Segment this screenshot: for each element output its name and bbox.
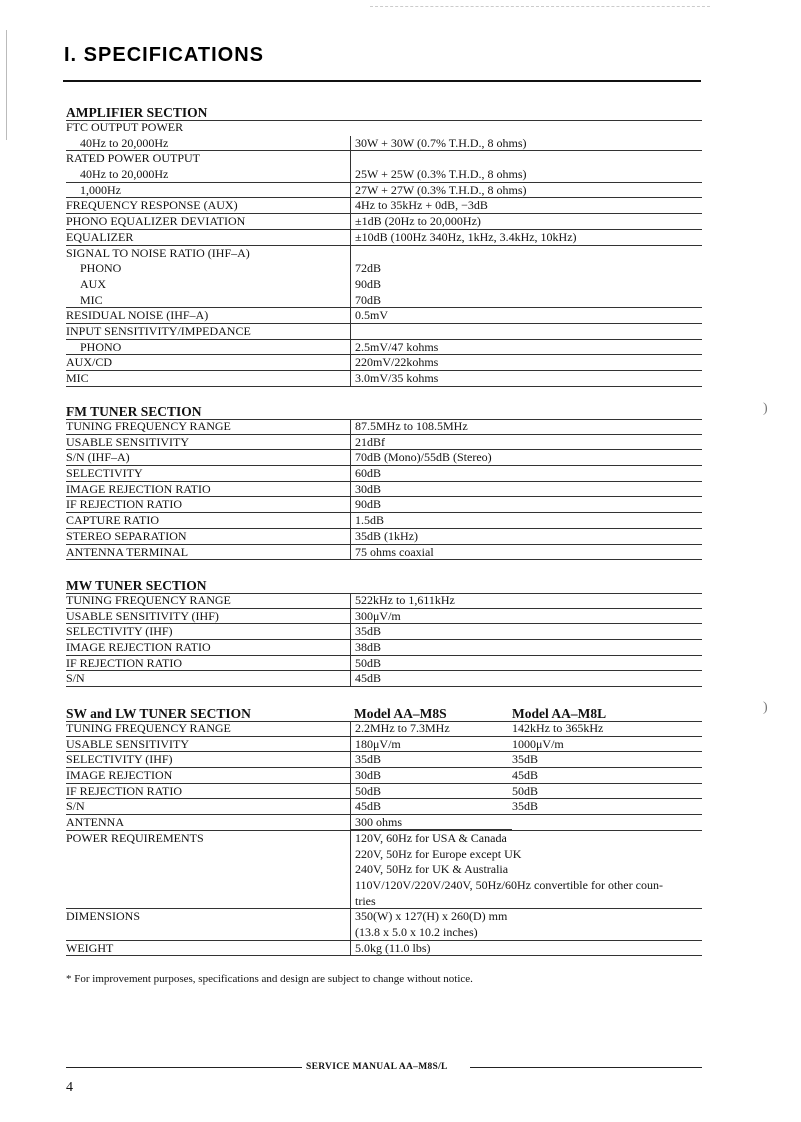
spec-label: POWER REQUIREMENTS: [66, 830, 204, 845]
spec-label: FREQUENCY RESPONSE (AUX): [66, 198, 238, 213]
spec-value: 30W + 30W (0.7% T.H.D., 8 ohms): [350, 136, 527, 151]
spec-row: [66, 261, 702, 277]
spec-value: tries: [350, 894, 376, 909]
spec-label: RESIDUAL NOISE (IHF–A): [66, 308, 209, 323]
spec-value: [350, 324, 355, 339]
spec-row: [66, 324, 702, 340]
spec-value: 60dB: [350, 466, 381, 481]
spec-value: 0.5mV: [350, 308, 388, 323]
spec-row: [66, 497, 702, 513]
spec-value: 45dB: [350, 671, 381, 686]
spec-row: [66, 894, 702, 910]
spec-value-m8s: 2.2MHz to 7.3MHz: [350, 721, 450, 736]
spec-row: [66, 784, 702, 800]
spec-row: [66, 513, 702, 529]
spec-label: MIC: [80, 292, 103, 307]
spec-row: [66, 246, 702, 262]
spec-row: [66, 355, 702, 371]
spec-row: [66, 293, 702, 309]
spec-row: [66, 815, 702, 831]
column-header-m8s: Model AA–M8S: [354, 706, 447, 721]
spec-row: [66, 941, 702, 957]
spec-value: 110V/120V/220V/240V, 50Hz/60Hz convertible for other coun-: [350, 878, 663, 894]
spec-label: MIC: [66, 371, 89, 385]
spec-row: [66, 151, 702, 167]
mw-tuner-section: [66, 576, 702, 687]
spec-row: [66, 593, 702, 609]
spec-value-m8l: 35dB: [512, 752, 539, 767]
spec-label: IF REJECTION RATIO: [66, 655, 182, 670]
spec-value: 50dB: [350, 656, 381, 671]
spec-row: [66, 277, 702, 293]
spec-label: TUNING FREQUENCY RANGE: [66, 419, 231, 433]
spec-label: PHONO EQUALIZER DEVIATION: [66, 214, 246, 229]
amplifier-section: [66, 103, 702, 387]
spec-label: AUX: [80, 276, 106, 291]
spec-value-m8s: 30dB: [350, 768, 381, 783]
spec-row: [66, 737, 702, 753]
spec-value-m8s: 180μV/m: [350, 737, 401, 752]
section-title: MW TUNER SECTION: [66, 578, 207, 593]
spec-label: WEIGHT: [66, 940, 114, 955]
spec-label: SELECTIVITY (IHF): [66, 752, 173, 767]
spec-label: 1,000Hz: [80, 182, 121, 197]
spec-label: CAPTURE RATIO: [66, 513, 160, 528]
spec-value: 38dB: [350, 640, 381, 655]
spec-value-m8l: 142kHz to 365kHz: [512, 721, 604, 735]
spec-value: 90dB: [350, 277, 381, 293]
page-number: 4: [66, 1080, 73, 1095]
scan-edge-dots: [370, 6, 710, 7]
spec-row: [66, 136, 702, 152]
spec-value: 27W + 27W (0.3% T.H.D., 8 ohms): [350, 183, 527, 198]
spec-label: 40Hz to 20,000Hz: [80, 167, 169, 182]
spec-label: FTC OUTPUT POWER: [66, 120, 184, 134]
spec-value: 87.5MHz to 108.5MHz: [350, 419, 468, 434]
spec-label: USABLE SENSITIVITY: [66, 434, 189, 449]
spec-label: ANTENNA: [66, 815, 124, 830]
spec-row: [66, 308, 702, 324]
spec-value-m8s: 35dB: [350, 752, 381, 767]
section-title: FM TUNER SECTION: [66, 404, 202, 419]
spec-row: [66, 640, 702, 656]
spec-label: EQUALIZER: [66, 229, 134, 244]
spec-row: [66, 466, 702, 482]
spec-value: [350, 246, 355, 262]
spec-value: 120V, 60Hz for USA & Canada: [350, 831, 507, 847]
spec-value: 25W + 25W (0.3% T.H.D., 8 ohms): [350, 167, 527, 182]
spec-label: IMAGE REJECTION: [66, 768, 173, 783]
spec-value: 72dB: [350, 261, 381, 277]
spec-value-m8l: 35dB: [512, 799, 539, 814]
margin-mark: ): [763, 401, 768, 416]
spec-value: 220V, 50Hz for Europe except UK: [350, 847, 521, 863]
spec-row: [66, 752, 702, 768]
spec-value: 240V, 50Hz for UK & Australia: [350, 862, 508, 878]
spec-value: (13.8 x 5.0 x 10.2 inches): [350, 925, 478, 940]
spec-label: PHONO: [80, 339, 122, 354]
section-header: [66, 103, 702, 120]
spec-value-m8l: 45dB: [512, 768, 539, 783]
spec-row: [66, 656, 702, 672]
spec-row: [66, 529, 702, 545]
spec-value: 350(W) x 127(H) x 260(D) mm: [350, 909, 507, 925]
spec-value-m8s: 50dB: [350, 784, 381, 799]
margin-mark: ): [763, 700, 768, 715]
spec-label: S/N (IHF–A): [66, 450, 130, 465]
fm-tuner-section: [66, 402, 702, 560]
spec-row: [66, 909, 702, 925]
spec-label: TUNING FREQUENCY RANGE: [66, 721, 231, 735]
spec-label: USABLE SENSITIVITY: [66, 736, 189, 751]
spec-row: [66, 371, 702, 387]
spec-row: [66, 721, 702, 737]
margin-binding-line: [6, 30, 7, 140]
spec-row: [66, 925, 702, 941]
footer-rule-right: [470, 1067, 702, 1068]
spec-row: [66, 609, 702, 625]
spec-value: 5.0kg (11.0 lbs): [350, 941, 431, 956]
spec-label: PHONO: [80, 261, 122, 276]
section-header: [66, 576, 702, 593]
spec-row: [66, 847, 702, 863]
spec-row: [66, 831, 702, 847]
spec-label: SIGNAL TO NOISE RATIO (IHF–A): [66, 245, 250, 260]
spec-row: [66, 799, 702, 815]
spec-row: [66, 545, 702, 561]
spec-row: [66, 768, 702, 784]
spec-value: 35dB: [350, 624, 381, 639]
spec-label: 40Hz to 20,000Hz: [80, 135, 169, 150]
footer-rule-left: [66, 1067, 302, 1068]
spec-value: 70dB (Mono)/55dB (Stereo): [350, 450, 492, 465]
spec-value: 2.5mV/47 kohms: [350, 340, 438, 355]
spec-label: TUNING FREQUENCY RANGE: [66, 593, 231, 607]
footer-manual-title: SERVICE MANUAL AA–M8S/L: [306, 1062, 448, 1072]
column-header-m8l: Model AA–M8L: [512, 706, 607, 721]
spec-label: ANTENNA TERMINAL: [66, 544, 189, 559]
spec-label: S/N: [66, 799, 85, 814]
spec-label: STEREO SEPARATION: [66, 528, 187, 543]
spec-value: 35dB (1kHz): [350, 529, 418, 544]
spec-label: AUX/CD: [66, 355, 113, 370]
page-title: I. SPECIFICATIONS: [64, 44, 264, 66]
spec-value-m8l: 1000μV/m: [512, 736, 564, 751]
spec-value: [350, 151, 355, 167]
spec-row: [66, 419, 702, 435]
spec-row: [66, 340, 702, 356]
spec-label: IMAGE REJECTION RATIO: [66, 640, 211, 655]
spec-row: [66, 671, 702, 687]
spec-label: SELECTIVITY: [66, 466, 143, 481]
spec-row: [66, 878, 702, 894]
spec-value-m8l: 50dB: [512, 783, 539, 798]
spec-row: [66, 862, 702, 878]
spec-value: 75 ohms coaxial: [350, 545, 434, 560]
section-title: AMPLIFIER SECTION: [66, 105, 208, 120]
section-header: [66, 704, 702, 721]
spec-value: 30dB: [350, 482, 381, 497]
spec-row: [66, 183, 702, 199]
spec-value: 21dBf: [350, 435, 385, 450]
spec-row: [66, 435, 702, 451]
title-rule: [63, 80, 701, 82]
spec-value-m8s: 45dB: [350, 799, 381, 814]
spec-label: DIMENSIONS: [66, 909, 141, 924]
section-title: SW and LW TUNER SECTION: [66, 706, 251, 721]
spec-value: 1.5dB: [350, 513, 384, 528]
spec-label: S/N: [66, 671, 85, 686]
spec-label: RATED POWER OUTPUT: [66, 151, 200, 166]
spec-value: 300 ohms: [350, 815, 512, 830]
spec-value: 70dB: [350, 293, 381, 308]
spec-row: [66, 167, 702, 183]
footnote: * For improvement purposes, specifications and design are subject to change without notice.: [66, 973, 473, 985]
spec-row: [66, 214, 702, 230]
spec-row: [66, 482, 702, 498]
spec-value: 3.0mV/35 kohms: [350, 371, 438, 386]
spec-value: ±10dB (100Hz 340Hz, 1kHz, 3.4kHz, 10kHz): [350, 230, 577, 245]
spec-value: 300μV/m: [350, 609, 401, 624]
spec-label: IMAGE REJECTION RATIO: [66, 481, 211, 496]
spec-label: SELECTIVITY (IHF): [66, 624, 173, 639]
spec-row: [66, 230, 702, 246]
spec-value: 4Hz to 35kHz + 0dB, −3dB: [350, 198, 488, 213]
spec-value: 90dB: [350, 497, 381, 512]
spec-label: IF REJECTION RATIO: [66, 497, 182, 512]
spec-value: 220mV/22kohms: [350, 355, 438, 370]
spec-label: USABLE SENSITIVITY (IHF): [66, 608, 219, 623]
sw-lw-tuner-section: [66, 704, 702, 956]
spec-row: [66, 198, 702, 214]
spec-label: INPUT SENSITIVITY/IMPEDANCE: [66, 323, 251, 338]
section-header: [66, 402, 702, 419]
spec-label: IF REJECTION RATIO: [66, 783, 182, 798]
spec-row: [66, 624, 702, 640]
spec-value: 522kHz to 1,611kHz: [350, 593, 455, 608]
spec-value: ±1dB (20Hz to 20,000Hz): [350, 214, 481, 229]
spec-row: [66, 120, 702, 136]
spec-row: [66, 450, 702, 466]
